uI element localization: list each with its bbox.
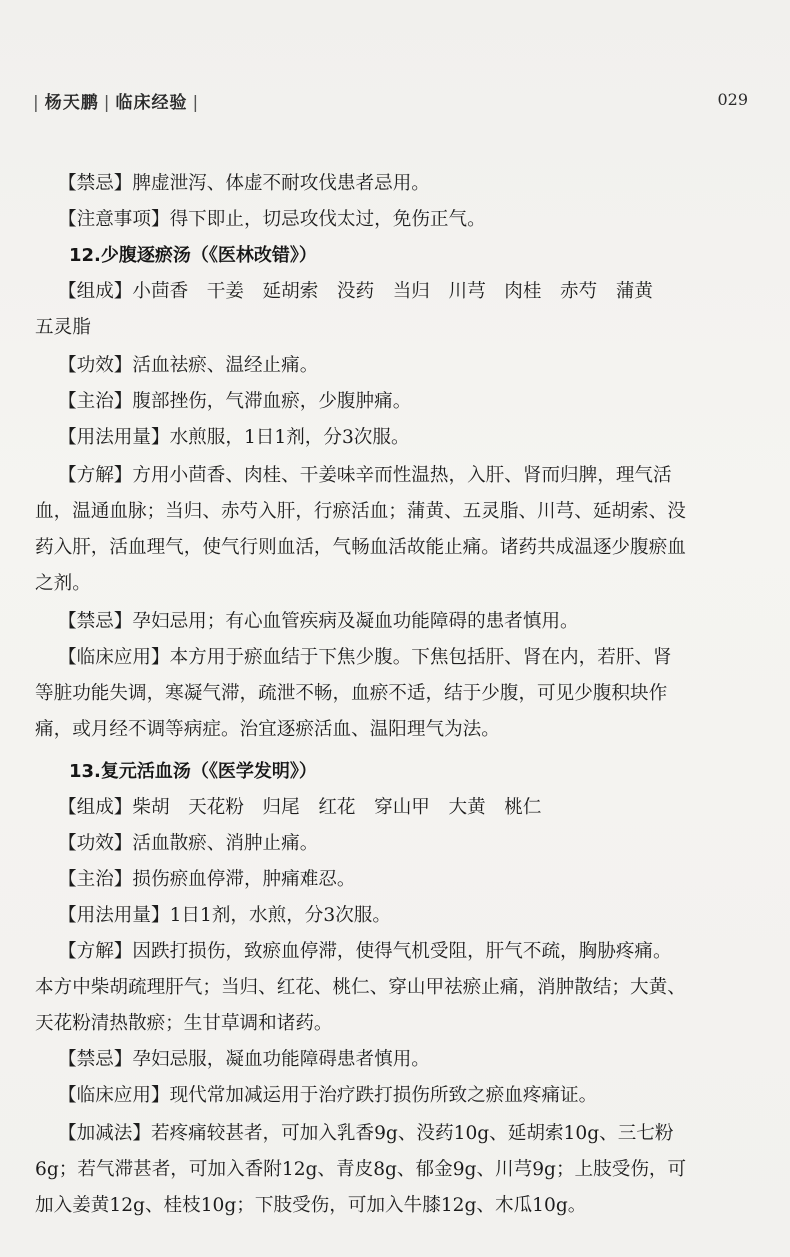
usage-line: 【用法用量】水煎服，1日1剂，分3次服。 xyxy=(58,427,410,448)
header-title xyxy=(28,88,204,113)
indication-line: 【主治】腹部挫伤，气滞血瘀，少腹肿痛。 xyxy=(58,391,412,412)
header-book-title: 临床经验 xyxy=(115,93,188,113)
modification-line: 【加减法】若疼痛较甚者，可加入乳香9g、没药10g、延胡索10g、三七粉 xyxy=(58,1123,674,1144)
modification-line: 加入姜黄12g、桂枝10g；下肢受伤，可加入牛膝12g、木瓜10g。 xyxy=(35,1195,587,1216)
contraindication-line: 【禁忌】孕妇忌服，凝血功能障碍患者慎用。 xyxy=(58,1049,430,1070)
efficacy-line: 【功效】活血散瘀、消肿止痛。 xyxy=(58,833,319,854)
usage-line: 【用法用量】1日1剂，水煎，分3次服。 xyxy=(58,905,391,926)
composition-line: 【组成】小茴香 干姜 延胡索 没药 当归 川芎 肉桂 赤芍 蒲黄 xyxy=(58,281,654,302)
header-author: 杨天鹏 xyxy=(44,93,99,113)
composition-line: 五灵脂 xyxy=(35,317,91,338)
clinical-use-line: 痛，或月经不调等病症。治宜逐瘀活血、温阳理气为法。 xyxy=(35,719,500,740)
clinical-use-line: 等脏功能失调，寒凝气滞，疏泄不畅，血瘀不适，结于少腹，可见少腹积块作 xyxy=(35,683,668,704)
page-number: 029 xyxy=(717,90,748,109)
analysis-line: 血，温通血脉；当归、赤芍入肝，行瘀活血；蒲黄、五灵脂、川芎、延胡索、没 xyxy=(35,501,686,522)
notes-line: 【注意事项】得下即止，切忌攻伐太过，免伤正气。 xyxy=(58,209,486,230)
contraindication-line: 【禁忌】孕妇忌用；有心血管疾病及凝血功能障碍的患者慎用。 xyxy=(58,611,579,632)
analysis-line: 【方解】方用小茴香、肉桂、干姜味辛而性温热，入肝、肾而归脾，理气活 xyxy=(58,465,672,486)
header-separator: | xyxy=(33,93,40,113)
analysis-line: 本方中柴胡疏理肝气；当归、红花、桃仁、穿山甲祛瘀止痛，消肿散结；大黄、 xyxy=(35,977,686,998)
modification-line: 6g；若气滞甚者，可加入香附12g、青皮8g、郁金9g、川芎9g；上肢受伤，可 xyxy=(35,1159,687,1180)
composition-line: 【组成】柴胡 天花粉 归尾 红花 穿山甲 大黄 桃仁 xyxy=(58,797,542,818)
analysis-line: 之剂。 xyxy=(35,573,91,594)
page-body xyxy=(35,166,735,1224)
running-header xyxy=(28,84,748,114)
analysis-line: 【方解】因跌打损伤，致瘀血停滞，使得气机受阻，肝气不疏，胸胁疼痛。 xyxy=(58,941,672,962)
clinical-use-line: 【临床应用】现代常加减运用于治疗跌打损伤所致之瘀血疼痛证。 xyxy=(58,1085,598,1106)
analysis-line: 药入肝，活血理气，使气行则血活，气畅血活故能止痛。诸药共成温逐少腹瘀血 xyxy=(35,537,686,558)
header-separator: | xyxy=(103,93,111,113)
section-heading: 13.复元活血汤（《医学发明》） xyxy=(69,761,317,782)
analysis-line: 天花粉清热散瘀；生甘草调和诸药。 xyxy=(35,1013,333,1034)
section-heading: 12.少腹逐瘀汤（《医林改错》） xyxy=(69,245,317,266)
indication-line: 【主治】损伤瘀血停滞，肿痛难忍。 xyxy=(58,869,356,890)
clinical-use-line: 【临床应用】本方用于瘀血结于下焦少腹。下焦包括肝、肾在内，若肝、肾 xyxy=(58,647,672,668)
efficacy-line: 【功效】活血祛瘀、温经止痛。 xyxy=(58,355,319,376)
header-separator: | xyxy=(192,93,200,113)
contraindication-line: 【禁忌】脾虚泄泻、体虚不耐攻伐患者忌用。 xyxy=(58,173,430,194)
